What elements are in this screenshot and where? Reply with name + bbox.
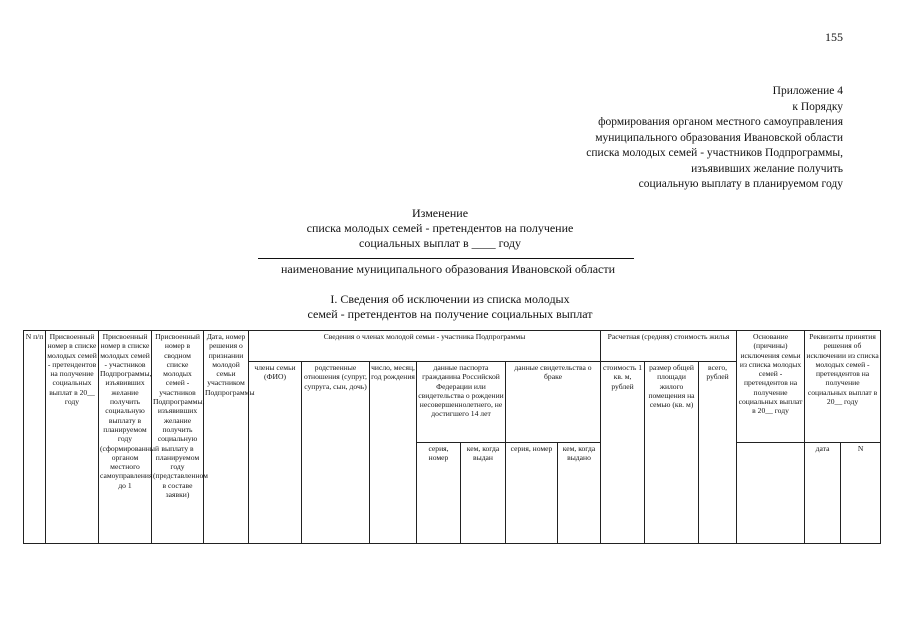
header-birth-date: число, месяц, год рождения [370,362,417,544]
section-title-line: семей - претендентов на получение социальных выплат [307,307,593,321]
appendix-line: формирования органом местного самоуправления [598,116,843,128]
header-num: N п/п [24,331,46,544]
header-total-cost: всего, рублей [699,362,737,544]
header-decision-requisites: Реквизиты принятия решения об исключении из списка молодых семей - претендентов на получение социальных выплат в 20__ году [805,331,881,443]
header-requisites-number: N [841,443,881,544]
municipality-underline [258,258,634,259]
appendix-line: к Порядку [792,100,843,113]
appendix-line: изъявивших желание получить [691,162,843,175]
title-line: социальных выплат в ____ году [359,236,521,250]
appendix-line: социальную выплату в планируемом году [638,178,843,190]
header-reason-blank [737,443,805,544]
section-title-line: I. Сведения об исключении из списка молодых [330,292,570,306]
appendix-line: списка молодых семей - участников Подпрограммы, [586,147,843,159]
header-family-members-group: Сведения о членах молодой семьи - участника Подпрограммы [249,331,601,362]
header-assigned-list: Присвоенный номер в списке молодых семей - претендентов на получение социальных выплат в 20__ году [46,331,99,544]
header-marriage-issued: кем, когда выдано [558,443,601,544]
header-decision-date: Дата, номер решения о признании молодой семьи участником Подпрограммы [204,331,249,544]
appendix-header [463,84,843,193]
municipality-caption: наименование муниципального образования Ивановской области [280,262,616,276]
header-exclusion-reason: Основание (причины) исключения семьи из списка молодых семей - претендентов на получение социальных выплат в 20__ году [737,331,805,443]
exclusion-table [23,330,881,544]
header-housing-cost-group: Расчетная (средняя) стоимость жилья [601,331,737,362]
header-marriage-cert: данные свидетельства о браке [506,362,601,443]
appendix-line: муниципального образования Ивановской области [595,131,843,144]
header-passport-series: серия, номер [417,443,461,544]
header-relation: родственные отношения (супруг, супруга, сын, дочь) [302,362,370,544]
header-assigned-summary: Присвоенный номер в сводном списке молодых семей - участников Подпрограммы, изъявивших желание получить социальную выплату в планируемом году (представленном в составе заявки) [152,331,204,544]
header-requisites-date: дата [805,443,841,544]
page-number: 155 [825,30,843,44]
exclusion-table-wrapper [23,330,880,544]
section-title [250,292,650,322]
header-members-fio: члены семьи (ФИО) [249,362,302,544]
header-marriage-series: серия, номер [506,443,558,544]
document-title [290,206,590,251]
title-line: списка молодых семей - претендентов на получение [306,221,574,235]
title-line: Изменение [411,206,469,220]
header-cost-per-sqm: стоимость 1 кв. м, рублей [601,362,645,544]
header-passport-issued: кем, когда выдан [461,443,506,544]
appendix-line: Приложение 4 [772,85,843,97]
header-floor-area: размер общей площади жилого помещения на семью (кв. м) [645,362,699,544]
table-header-row [24,331,881,362]
header-assigned-participants: Присвоенный номер в списке молодых семей - участников Подпрограммы, изъявивших желание получить социальную выплату в планируемом году (сформированный органом местного самоуправления до 1 [99,331,152,544]
header-passport: данные паспорта гражданина Российской Федерации или свидетельства о рождении несовершеннолетнего, не достигшего 14 лет [417,362,506,443]
